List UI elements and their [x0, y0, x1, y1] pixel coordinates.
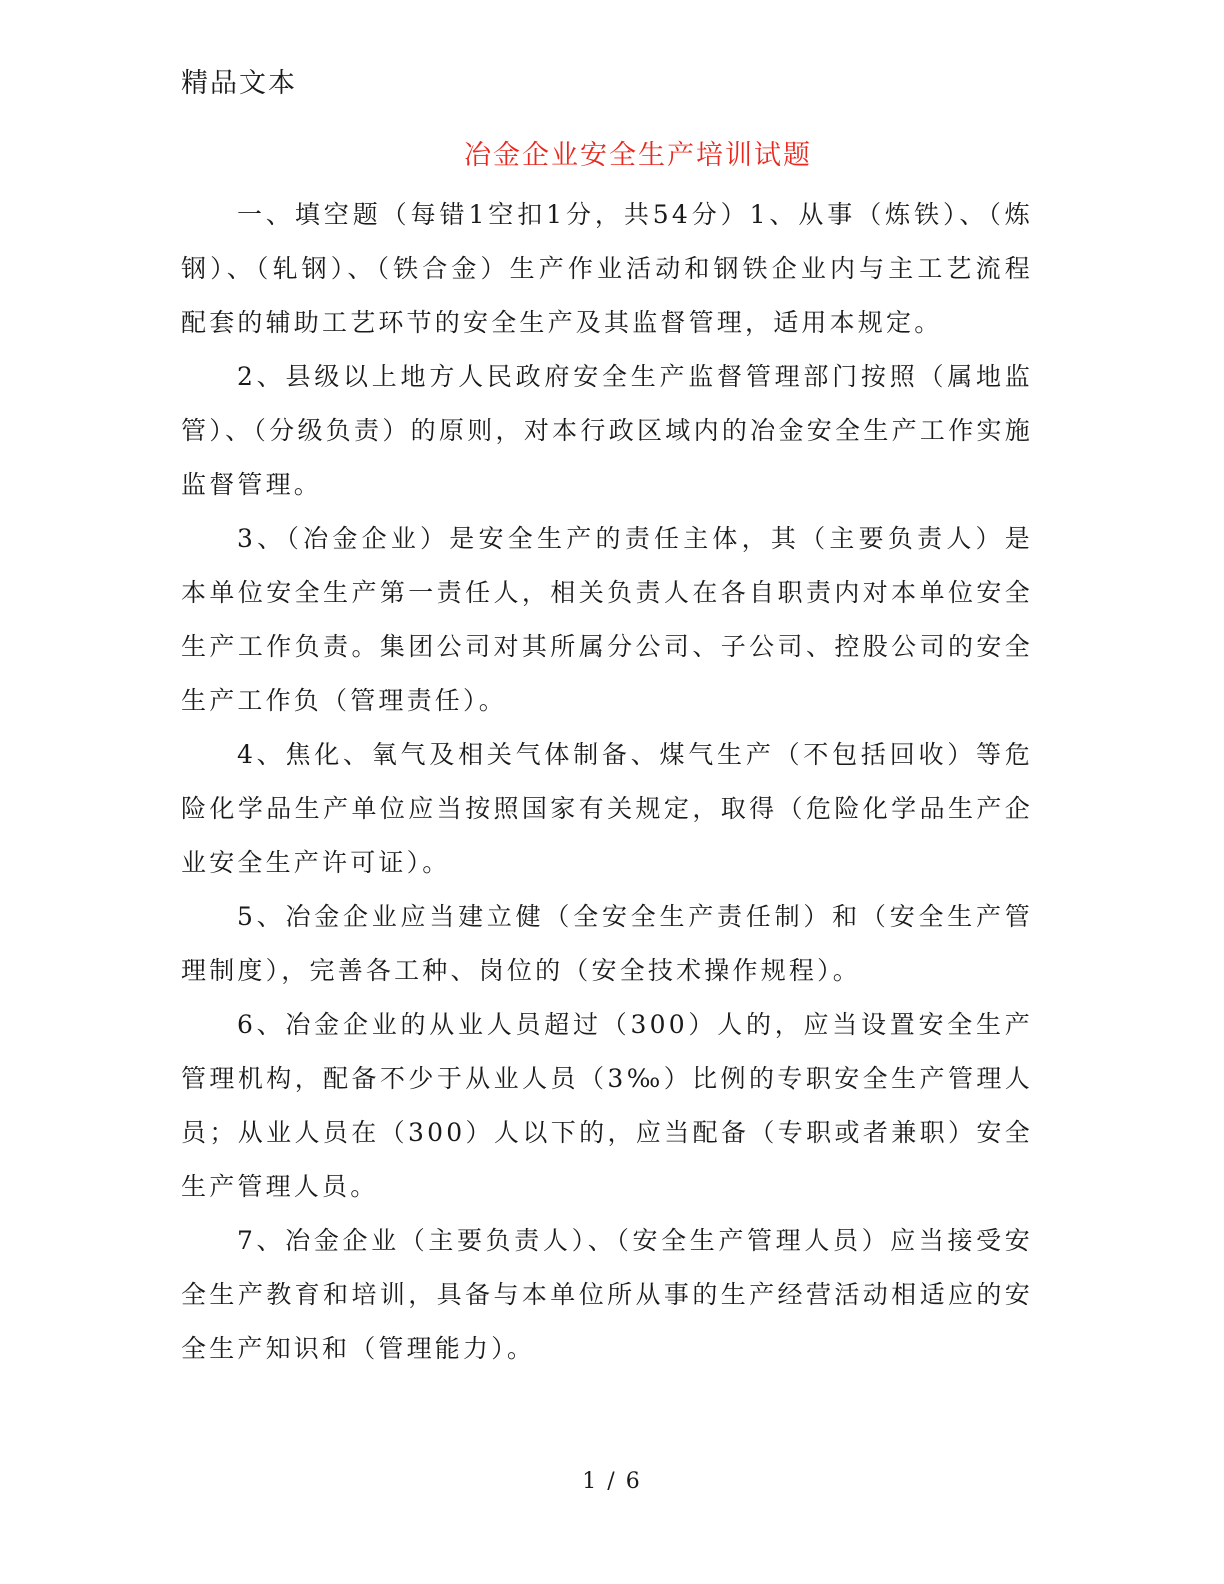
paragraph-item-7: 7、冶金企业（主要负责人）、（安全生产管理人员）应当接受安全生产教育和培训，具备与本单位所从事的生产经营活动相适应的安全生产知识和（管理能力）。: [181, 1226, 1033, 1363]
paragraph-item-2: 2、县级以上地方人民政府安全生产监督管理部门按照（属地监管）、（分级负责）的原则，对本行政区域内的冶金安全生产工作实施监督管理。: [181, 362, 1033, 499]
paragraph-item-5: 5、冶金企业应当建立健（全安全生产责任制）和（安全生产管理制度），完善各工种、岗位的（安全技术操作规程）。: [181, 902, 1033, 985]
paragraph-item-4: 4、焦化、氧气及相关气体制备、煤气生产（不包括回收）等危险化学品生产单位应当按照国家有关规定，取得（危险化学品生产企业安全生产许可证）。: [181, 740, 1033, 877]
document-title: 冶金企业安全生产培训试题: [464, 140, 812, 171]
paragraph-item-6: 6、冶金企业的从业人员超过（300）人的，应当设置安全生产管理机构，配备不少于从业人员（3‰）比例的专职安全生产管理人员；从业人员在（300）人以下的，应当配备（专职或者兼职）安全生产管理人员。: [181, 1010, 1033, 1201]
header-label: 精品文本: [181, 68, 297, 99]
document-body: [181, 188, 1033, 1376]
page-number: 1 / 6: [582, 1469, 642, 1494]
paragraph-fill-blank-intro: 一、填空题（每错1空扣1分，共54分）1、从事（炼铁）、（炼钢）、（轧钢）、（铁合金）生产作业活动和钢铁企业内与主工艺流程配套的辅助工艺环节的安全生产及其监督管理，适用本规定。: [181, 200, 1033, 337]
paragraph-item-3: 3、（冶金企业）是安全生产的责任主体，其（主要负责人）是本单位安全生产第一责任人，相关负责人在各自职责内对本单位安全生产工作负责。集团公司对其所属分公司、子公司、控股公司的安全生产工作负（管理责任）。: [181, 524, 1033, 715]
